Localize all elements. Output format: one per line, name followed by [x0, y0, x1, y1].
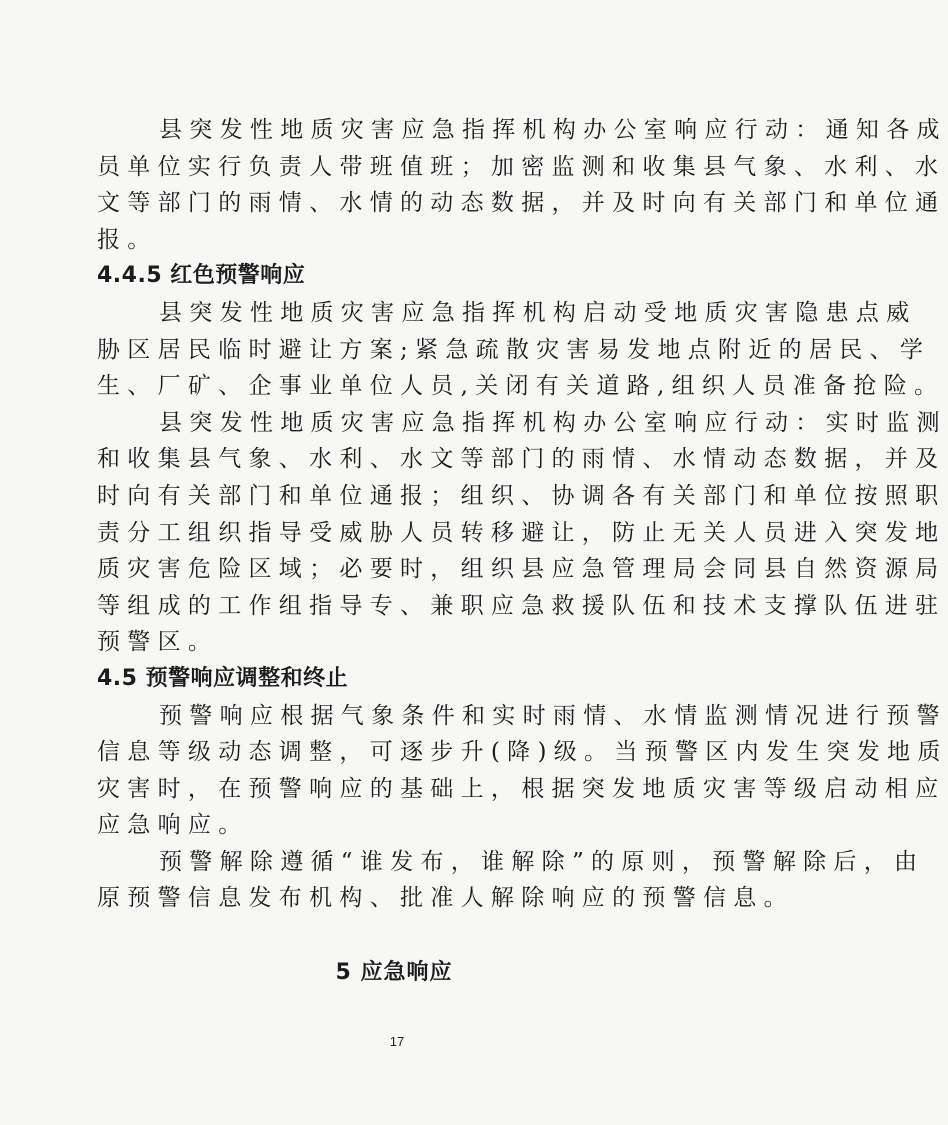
text-line: 预警响应根据气象条件和实时雨情、水情监测情况进行预警: [159, 702, 947, 729]
spacer: [97, 917, 697, 953]
text-line: 文等部门的雨情、水情的动态数据，并及时向有关部门和单位通: [97, 190, 946, 217]
text-line: 原预警信息发布机构、批准人解除响应的预警信息。: [97, 885, 794, 912]
section-heading-4-5: 4.5 预警响应调整和终止: [97, 665, 349, 691]
document-body: [97, 112, 948, 993]
paragraph-red-warning-office: [97, 405, 947, 661]
text-line: 责分工组织指导受威胁人员转移避让，防止无关人员进入突发地: [97, 519, 946, 546]
text-line: 质灾害危险区域；必要时，组织县应急管理局会同县自然资源局: [97, 556, 946, 583]
text-line: 时向有关部门和单位通报；组织、协调各有关部门和单位按照职: [97, 482, 946, 509]
paragraph-warning-adjustment: [97, 698, 948, 844]
text-line: 县突发性地质灾害应急指挥机构办公室响应行动：实时监测: [159, 409, 947, 436]
text-line: 生、厂矿、企事业单位人员,关闭有关道路,组织人员准备抢险。: [97, 373, 945, 400]
paragraph-office-orange-response: [97, 112, 947, 258]
text-line: 信息等级动态调整，可逐步升(降)级。当预警区内发生突发地质: [97, 739, 948, 766]
text-line: 县突发性地质灾害应急指挥机构办公室响应行动：通知各成: [159, 117, 947, 143]
text-line: 胁区居民临时避让方案;紧急疏散灾害易发地点附近的居民、学: [97, 336, 931, 363]
text-line: 等组成的工作组指导专、兼职应急救援队伍和技术支撑队伍进驻: [97, 592, 946, 619]
text-line: 员单位实行负责人带班值班；加密监测和收集县气象、水利、水: [97, 153, 946, 180]
paragraph-red-warning-command: [97, 295, 945, 405]
chapter-heading: 5 应急响应: [335, 960, 453, 986]
text-line: 应急响应。: [97, 812, 249, 839]
section-heading-4-4-5: 4.4.5 红色预警响应: [97, 263, 306, 289]
text-line: 预警解除遵循“谁发布，谁解除”的原则，预警解除后，由: [159, 848, 925, 875]
paragraph-warning-termination: [97, 844, 925, 917]
text-line: 县突发性地质灾害应急指挥机构启动受地质灾害隐患点威: [159, 299, 917, 326]
text-line: 预警区。: [97, 629, 219, 656]
text-line: 报。: [97, 226, 158, 253]
text-line: 灾害时，在预警响应的基础上，根据突发地质灾害等级启动相应: [97, 775, 946, 802]
text-line: 和收集县气象、水利、水文等部门的雨情、水情动态数据，并及: [97, 446, 946, 473]
page-number: 17: [389, 1034, 405, 1049]
